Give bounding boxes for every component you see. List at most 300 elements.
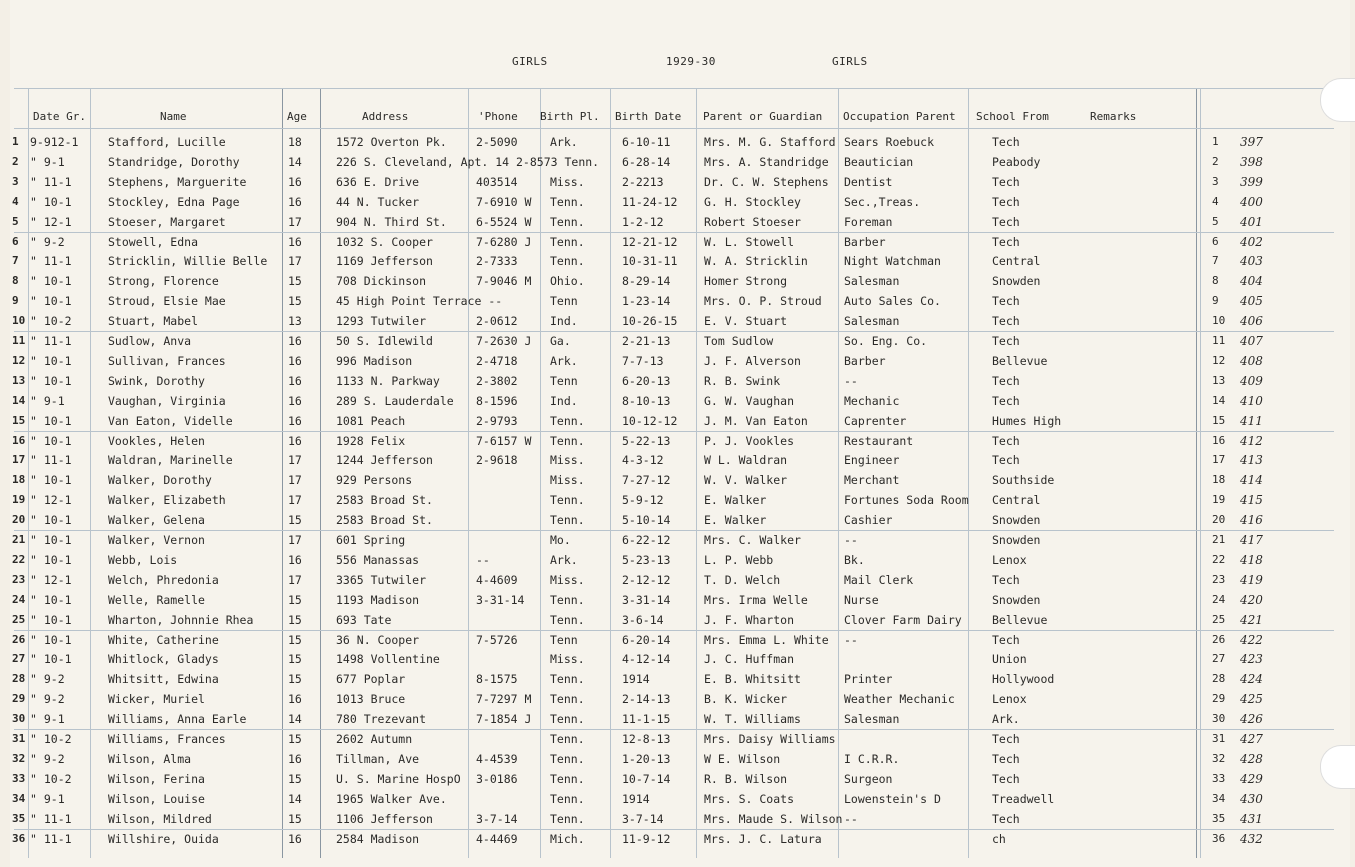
- birth-date: 8-10-13: [622, 393, 671, 408]
- table-row: [0, 830, 1355, 850]
- phone: 7-2630 J: [476, 334, 532, 348]
- row-number: 23: [12, 572, 26, 586]
- handwritten-number: 423: [1240, 652, 1263, 667]
- parent-guardian: Mrs. Irma Welle: [704, 592, 808, 607]
- age: 15: [288, 732, 302, 746]
- birth-place: Tenn.: [550, 433, 585, 448]
- row-number: 17: [12, 453, 26, 467]
- birth-date: 5-9-12: [622, 493, 664, 508]
- birth-date: 1-23-14: [622, 294, 671, 309]
- phone: 2-9793: [476, 413, 518, 428]
- school-from: Snowden: [992, 533, 1041, 547]
- school-from: Bellevue: [992, 353, 1048, 368]
- handwritten-number: 419: [1240, 572, 1263, 587]
- birth-date: 6-20-13: [622, 373, 671, 388]
- school-from: Snowden: [992, 513, 1041, 528]
- age: 16: [288, 194, 302, 209]
- remarks-number: 34: [1212, 791, 1226, 805]
- remarks-number: 17: [1212, 453, 1226, 467]
- parent-guardian: J. C. Huffman: [704, 652, 795, 667]
- school-from: Peabody: [992, 154, 1041, 169]
- birth-place: Ohio.: [550, 274, 585, 289]
- row-number: 5: [12, 214, 19, 228]
- student-name: Wilson, Mildred: [108, 811, 212, 826]
- student-name: Wilson, Louise: [108, 791, 205, 806]
- address: 36 N. Cooper: [336, 632, 420, 647]
- birth-place: Tenn.: [550, 751, 585, 766]
- parent-guardian: B. K. Wicker: [704, 692, 788, 707]
- age: 15: [288, 771, 302, 786]
- handwritten-number: 425: [1240, 692, 1263, 707]
- occupation: Night Watchman: [844, 254, 941, 269]
- occupation: Sears Roebuck: [844, 135, 935, 149]
- age: 16: [288, 234, 302, 249]
- date-grade: " 12-1: [30, 572, 72, 587]
- student-name: Walker, Dorothy: [108, 473, 212, 488]
- school-from: Tech: [992, 433, 1020, 448]
- birth-place: Ind.: [550, 393, 578, 408]
- address: 289 S. Lauderdale: [336, 393, 454, 408]
- row-number: 32: [12, 751, 26, 765]
- row-number: 30: [12, 712, 26, 726]
- row-number: 4: [12, 194, 19, 208]
- birth-date: 1914: [622, 672, 650, 687]
- student-name: Whitsitt, Edwina: [108, 672, 219, 687]
- student-name: Walker, Vernon: [108, 533, 205, 547]
- table-row: [0, 511, 1355, 531]
- phone: 4-4609: [476, 572, 518, 587]
- handwritten-number: 428: [1240, 751, 1263, 766]
- handwritten-number: 414: [1240, 473, 1263, 488]
- table-row: [0, 272, 1355, 292]
- table-row: [0, 332, 1355, 352]
- school-from: Central: [992, 254, 1041, 269]
- row-number: 27: [12, 652, 26, 666]
- birth-date: 5-10-14: [622, 513, 671, 528]
- date-grade: " 9-2: [30, 751, 65, 766]
- date-grade: " 9-1: [30, 712, 65, 727]
- table-row: [0, 810, 1355, 830]
- birth-date: 3-6-14: [622, 612, 664, 627]
- remarks-number: 3: [1212, 174, 1219, 188]
- table-row: [0, 710, 1355, 730]
- table-row: [0, 193, 1355, 213]
- date-grade: " 9-1: [30, 393, 65, 408]
- school-from: ch: [992, 831, 1006, 846]
- birth-date: 10-7-14: [622, 771, 671, 786]
- student-name: Welle, Ramelle: [108, 592, 205, 607]
- birth-place: Tenn.: [550, 214, 585, 229]
- row-number: 11: [12, 334, 26, 347]
- birth-place: Tenn.: [550, 692, 585, 707]
- punch-hole: [1320, 745, 1355, 789]
- address: 1293 Tutwiler: [336, 314, 427, 329]
- student-name: Vaughan, Virginia: [108, 393, 226, 408]
- age: 15: [288, 513, 302, 528]
- school-from: Tech: [992, 751, 1020, 766]
- date-grade: " 11-1: [30, 453, 72, 468]
- occupation: --: [844, 533, 858, 547]
- birth-place: Ark.: [550, 135, 578, 149]
- age: 16: [288, 552, 302, 567]
- parent-guardian: W E. Wilson: [704, 751, 781, 766]
- age: 16: [288, 373, 302, 388]
- date-grade: " 10-1: [30, 533, 72, 547]
- row-number: 15: [12, 413, 26, 427]
- birth-place: Miss.: [550, 473, 585, 488]
- remarks-number: 12: [1212, 353, 1226, 367]
- handwritten-number: 424: [1240, 672, 1263, 687]
- student-name: Willshire, Ouida: [108, 831, 219, 846]
- parent-guardian: G. H. Stockley: [704, 194, 801, 209]
- remarks-number: 18: [1212, 473, 1226, 487]
- address: 1032 S. Cooper: [336, 234, 433, 249]
- table-row: [0, 292, 1355, 312]
- occupation: Barber: [844, 234, 886, 249]
- birth-place: Mich.: [550, 831, 585, 846]
- handwritten-number: 408: [1240, 353, 1263, 368]
- remarks-number: 16: [1212, 433, 1226, 447]
- occupation: Merchant: [844, 473, 900, 488]
- address: 2583 Broad St.: [336, 513, 433, 528]
- parent-guardian: W. L. Stowell: [704, 234, 795, 249]
- parent-guardian: Mrs. J. C. Latura: [704, 831, 822, 846]
- date-grade: " 10-1: [30, 373, 72, 388]
- handwritten-number: 427: [1240, 732, 1263, 746]
- date-grade: " 9-2: [30, 672, 65, 687]
- date-grade: " 9-1: [30, 154, 65, 169]
- row-number: 1: [12, 135, 19, 148]
- student-name: Wilson, Alma: [108, 751, 192, 766]
- remarks-number: 27: [1212, 652, 1226, 666]
- row-number: 3: [12, 174, 19, 188]
- birth-date: 1914: [622, 791, 650, 806]
- school-from: Tech: [992, 334, 1020, 348]
- phone: 3-7-14: [476, 811, 518, 826]
- remarks-number: 13: [1212, 373, 1226, 387]
- table-row: [0, 173, 1355, 193]
- address: 677 Poplar: [336, 672, 406, 687]
- parent-guardian: R. B. Wilson: [704, 771, 788, 786]
- occupation: Dentist: [844, 174, 893, 189]
- occupation: Weather Mechanic: [844, 692, 955, 707]
- date-grade: " 10-2: [30, 732, 72, 746]
- phone: 6-5524 W: [476, 214, 532, 229]
- remarks-number: 22: [1212, 552, 1226, 566]
- date-grade: " 11-1: [30, 831, 72, 846]
- birth-date: 7-27-12: [622, 473, 671, 488]
- birth-date: 4-12-14: [622, 652, 671, 667]
- handwritten-number: 411: [1240, 413, 1263, 428]
- school-from: Tech: [992, 234, 1020, 249]
- parent-guardian: Robert Stoeser: [704, 214, 801, 229]
- row-number: 9: [12, 294, 19, 308]
- age: 17: [288, 533, 302, 547]
- age: 15: [288, 592, 302, 607]
- header-year: 1929-30: [666, 55, 716, 68]
- remarks-number: 8: [1212, 274, 1219, 288]
- col-date-grade: Date Gr.: [33, 110, 86, 123]
- row-number: 6: [12, 234, 19, 248]
- row-number: 25: [12, 612, 26, 626]
- row-number: 26: [12, 632, 26, 646]
- birth-place: Miss.: [550, 174, 585, 189]
- parent-guardian: Mrs. Emma L. White: [704, 632, 829, 647]
- row-number: 28: [12, 672, 26, 686]
- date-grade: " 10-2: [30, 314, 72, 329]
- address: 693 Tate: [336, 612, 392, 627]
- col-phone: 'Phone: [478, 110, 518, 123]
- parent-guardian: W. A. Stricklin: [704, 254, 808, 269]
- header-right: GIRLS: [832, 55, 868, 68]
- col-occupation: Occupation Parent: [843, 110, 956, 123]
- col-name: Name: [160, 110, 187, 123]
- school-from: Humes High: [992, 413, 1062, 428]
- birth-place: Tenn.: [550, 771, 585, 786]
- phone: 7-6910 W: [476, 194, 532, 209]
- phone: 7-6157 W: [476, 433, 532, 448]
- row-number: 10: [12, 314, 26, 328]
- parent-guardian: G. W. Vaughan: [704, 393, 795, 408]
- handwritten-number: 432: [1240, 831, 1263, 846]
- handwritten-number: 404: [1240, 274, 1263, 289]
- parent-guardian: E. Walker: [704, 513, 767, 528]
- remarks-number: 32: [1212, 751, 1226, 765]
- birth-place: Ark.: [550, 552, 578, 567]
- birth-place: Tenn.: [550, 732, 585, 746]
- age: 16: [288, 174, 302, 189]
- row-number: 24: [12, 592, 26, 606]
- parent-guardian: Dr. C. W. Stephens: [704, 174, 829, 189]
- date-grade: " 12-1: [30, 493, 72, 508]
- student-name: Stuart, Mabel: [108, 314, 199, 329]
- occupation: Auto Sales Co.: [844, 294, 941, 309]
- remarks-number: 36: [1212, 831, 1226, 845]
- date-grade: " 11-1: [30, 334, 72, 348]
- birth-place: Tenn.: [550, 194, 585, 209]
- row-number: 8: [12, 274, 19, 288]
- phone: 4-4539: [476, 751, 518, 766]
- table-row: [0, 312, 1355, 332]
- date-grade: " 10-1: [30, 294, 72, 309]
- table-row: [0, 690, 1355, 710]
- school-from: Snowden: [992, 592, 1041, 607]
- occupation: --: [844, 811, 858, 826]
- handwritten-number: 410: [1240, 393, 1263, 408]
- phone: 8-1596: [476, 393, 518, 408]
- occupation: Nurse: [844, 592, 879, 607]
- occupation: Restaurant: [844, 433, 914, 448]
- birth-date: 10-31-11: [622, 254, 678, 269]
- student-name: Wilson, Ferina: [108, 771, 205, 786]
- address: 226 S. Cleveland, Apt. 14 2-8573 Tenn.: [336, 154, 600, 169]
- occupation: Clover Farm Dairy: [844, 612, 962, 627]
- occupation: --: [844, 632, 858, 647]
- student-name: Vookles, Helen: [108, 433, 205, 448]
- school-from: Tech: [992, 771, 1020, 786]
- age: 17: [288, 254, 302, 269]
- birth-place: Tenn: [550, 294, 578, 309]
- table-row: [0, 213, 1355, 233]
- parent-guardian: R. B. Swink: [704, 373, 781, 388]
- student-name: Stockley, Edna Page: [108, 194, 240, 209]
- student-name: Wicker, Muriel: [108, 692, 205, 707]
- date-grade: " 9-1: [30, 791, 65, 806]
- age: 15: [288, 294, 302, 309]
- address: 3365 Tutwiler: [336, 572, 427, 587]
- date-grade: " 10-1: [30, 652, 72, 667]
- address: 1498 Vollentine: [336, 652, 440, 667]
- student-name: Walker, Elizabeth: [108, 493, 226, 508]
- age: 15: [288, 274, 302, 289]
- school-from: Bellevue: [992, 612, 1048, 627]
- date-grade: " 10-1: [30, 592, 72, 607]
- row-number: 2: [12, 154, 19, 168]
- table-row: [0, 750, 1355, 770]
- student-name: Walker, Gelena: [108, 513, 205, 528]
- date-grade: 9-912-1: [30, 135, 79, 149]
- occupation: Bk.: [844, 552, 865, 567]
- student-name: Williams, Frances: [108, 732, 226, 746]
- student-name: Stephens, Marguerite: [108, 174, 247, 189]
- table-row: [0, 770, 1355, 790]
- birth-place: Tenn: [550, 632, 578, 647]
- col-school: School From: [976, 110, 1049, 123]
- phone: 3-0186: [476, 771, 518, 786]
- address: 1928 Felix: [336, 433, 406, 448]
- birth-date: 12-21-12: [622, 234, 678, 249]
- parent-guardian: E. V. Stuart: [704, 314, 788, 329]
- birth-date: 12-8-13: [622, 732, 671, 746]
- student-name: White, Catherine: [108, 632, 219, 647]
- phone: 7-5726: [476, 632, 518, 647]
- date-grade: " 11-1: [30, 254, 72, 269]
- address: U. S. Marine HospO: [336, 771, 461, 786]
- school-from: Southside: [992, 473, 1055, 488]
- handwritten-number: 400: [1240, 194, 1263, 209]
- school-from: Snowden: [992, 274, 1041, 289]
- birth-date: 11-24-12: [622, 194, 678, 209]
- address: 1572 Overton Pk.: [336, 135, 447, 149]
- occupation: Foreman: [844, 214, 893, 229]
- remarks-number: 24: [1212, 592, 1226, 606]
- date-grade: " 12-1: [30, 214, 72, 229]
- table-row: [0, 252, 1355, 272]
- school-from: Tech: [992, 453, 1020, 468]
- handwritten-number: 415: [1240, 493, 1263, 508]
- birth-date: 7-7-13: [622, 353, 664, 368]
- student-name: Stafford, Lucille: [108, 135, 226, 149]
- row-number: 34: [12, 791, 26, 805]
- row-number: 20: [12, 513, 26, 527]
- occupation: Fortunes Soda Room: [844, 493, 969, 508]
- remarks-number: 5: [1212, 214, 1219, 228]
- occupation: Beautician: [844, 154, 914, 169]
- occupation: Surgeon: [844, 771, 893, 786]
- row-number: 22: [12, 552, 26, 566]
- remarks-number: 23: [1212, 572, 1226, 586]
- school-from: Tech: [992, 732, 1020, 746]
- handwritten-number: 417: [1240, 533, 1263, 547]
- col-remarks: Remarks: [1090, 110, 1137, 123]
- age: 17: [288, 473, 302, 488]
- birth-place: Tenn.: [550, 612, 585, 627]
- table-row: [0, 631, 1355, 651]
- parent-guardian: L. P. Webb: [704, 552, 774, 567]
- phone: 2-5090: [476, 135, 518, 149]
- row-number: 31: [12, 732, 26, 745]
- table-row: [0, 790, 1355, 810]
- school-from: Tech: [992, 632, 1020, 647]
- row-number: 36: [12, 831, 26, 845]
- birth-place: Tenn.: [550, 254, 585, 269]
- birth-date: 8-29-14: [622, 274, 671, 289]
- parent-guardian: W. V. Walker: [704, 473, 788, 488]
- occupation: Printer: [844, 672, 893, 687]
- age: 16: [288, 393, 302, 408]
- handwritten-number: 416: [1240, 513, 1263, 528]
- remarks-number: 20: [1212, 513, 1226, 527]
- age: 15: [288, 652, 302, 667]
- address: 50 S. Idlewild: [336, 334, 433, 348]
- handwritten-number: 429: [1240, 771, 1263, 786]
- remarks-number: 7: [1212, 254, 1219, 268]
- phone: 2-3802: [476, 373, 518, 388]
- birth-date: 1-2-12: [622, 214, 664, 229]
- school-from: Tech: [992, 214, 1020, 229]
- col-birth-place: Birth Pl.: [540, 110, 600, 123]
- handwritten-number: 403: [1240, 254, 1263, 269]
- student-name: Whitlock, Gladys: [108, 652, 219, 667]
- birth-date: 2-14-13: [622, 692, 671, 707]
- table-row: [0, 352, 1355, 372]
- parent-guardian: E. Walker: [704, 493, 767, 508]
- phone: 4-4469: [476, 831, 518, 846]
- col-address: Address: [362, 110, 409, 123]
- address: 601 Spring: [336, 533, 406, 547]
- school-from: Tech: [992, 294, 1020, 309]
- birth-date: 4-3-12: [622, 453, 664, 468]
- student-name: Waldran, Marinelle: [108, 453, 233, 468]
- student-name: Sullivan, Frances: [108, 353, 226, 368]
- handwritten-number: 406: [1240, 314, 1263, 329]
- birth-place: Ark.: [550, 353, 578, 368]
- handwritten-number: 421: [1240, 612, 1263, 627]
- row-number: 14: [12, 393, 26, 407]
- handwritten-number: 418: [1240, 552, 1263, 567]
- birth-date: 5-22-13: [622, 433, 671, 448]
- birth-date: 1-20-13: [622, 751, 671, 766]
- age: 14: [288, 791, 302, 806]
- remarks-number: 26: [1212, 632, 1226, 646]
- birth-place: Tenn.: [550, 712, 585, 727]
- age: 15: [288, 632, 302, 647]
- school-from: Tech: [992, 135, 1020, 149]
- birth-date: 6-20-14: [622, 632, 671, 647]
- birth-place: Mo.: [550, 533, 571, 547]
- school-from: Tech: [992, 811, 1020, 826]
- occupation: Salesman: [844, 314, 900, 329]
- parent-guardian: Mrs. M. G. Stafford: [704, 135, 836, 149]
- birth-date: 6-10-11: [622, 135, 671, 149]
- occupation: Cashier: [844, 513, 893, 528]
- phone: --: [476, 552, 490, 567]
- birth-date: 2-21-13: [622, 334, 671, 348]
- row-number: 16: [12, 433, 26, 447]
- grid-header-line: [14, 88, 1334, 89]
- age: 15: [288, 811, 302, 826]
- table-row: [0, 392, 1355, 412]
